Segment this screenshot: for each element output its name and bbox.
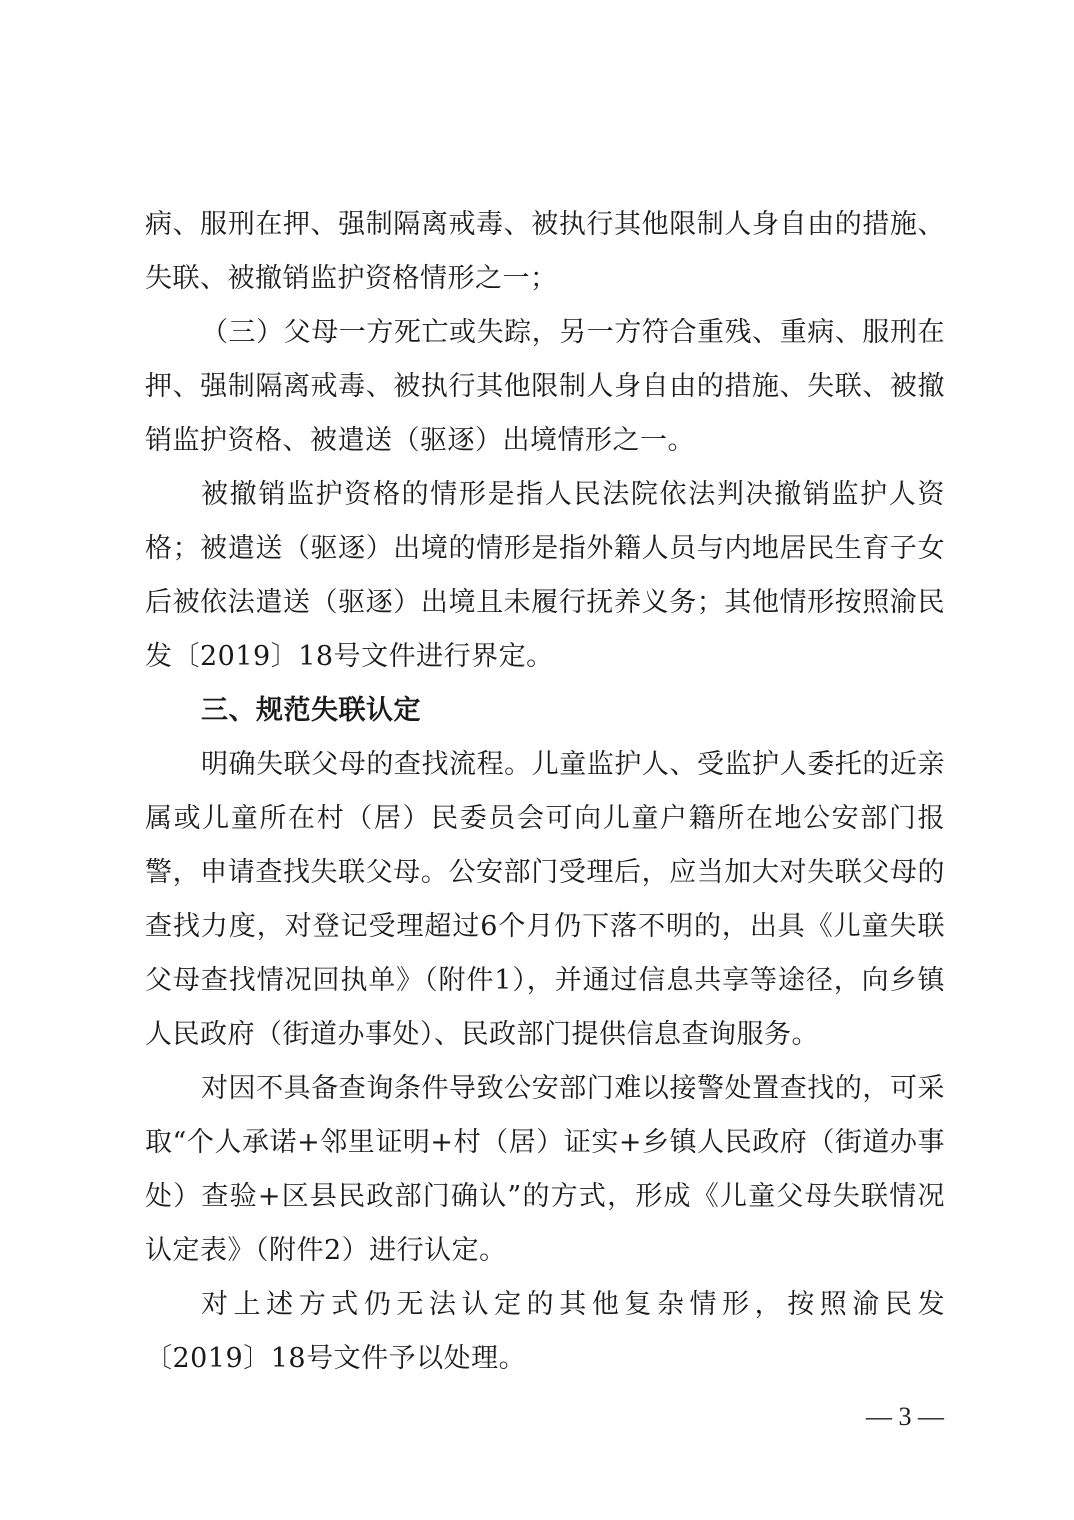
paragraph-search-process: 明确失联父母的查找流程。儿童监护人、受监护人委托的近亲属或儿童所在村（居）民委员会可向儿童户籍所在地公安部门报警，申请查找失联父母。公安部门受理后，应当加大对失联父母的查找力度，对登记受理超过6个月仍下落不明的，出具《儿童失联父母查找情况回执单》（附件1），并通过信息共享等途径，向乡镇人民政府（街道办事处）、民政部门提供信息查询服务。 [145, 749, 945, 1050]
paragraph-alternative-method: 对因不具备查询条件导致公安部门难以接警处置查找的，可采取“个人承诺+邻里证明+村（居）证实+乡镇人民政府（街道办事处）查验+区县民政部门确认”的方式，形成《儿童父母失联情况认定表》（附件2）进行认定。 [145, 1073, 945, 1266]
document-body [145, 198, 945, 1386]
paragraph-continuation: 病、服刑在押、强制隔离戒毒、被执行其他限制人身自由的措施、失联、被撤销监护资格情形之一； [145, 209, 945, 294]
page-number: — 3 — [866, 1402, 944, 1431]
paragraph-item-three: （三）父母一方死亡或失踪，另一方符合重残、重病、服刑在押、强制隔离戒毒、被执行其他限制人身自由的措施、失联、被撤销监护资格、被遣送（驱逐）出境情形之一。 [145, 317, 945, 456]
paragraph-definition: 被撤销监护资格的情形是指人民法院依法判决撤销监护人资格；被遣送（驱逐）出境的情形是指外籍人员与内地居民生育子女后被依法遣送（驱逐）出境且未履行抚养义务；其他情形按照渝民发〔2019〕18号文件进行界定。 [145, 479, 945, 672]
paragraph-complex-cases: 对上述方式仍无法认定的其他复杂情形，按照渝民发〔2019〕18号文件予以处理。 [145, 1289, 945, 1374]
section-heading: 三、规范失联认定 [201, 695, 421, 726]
